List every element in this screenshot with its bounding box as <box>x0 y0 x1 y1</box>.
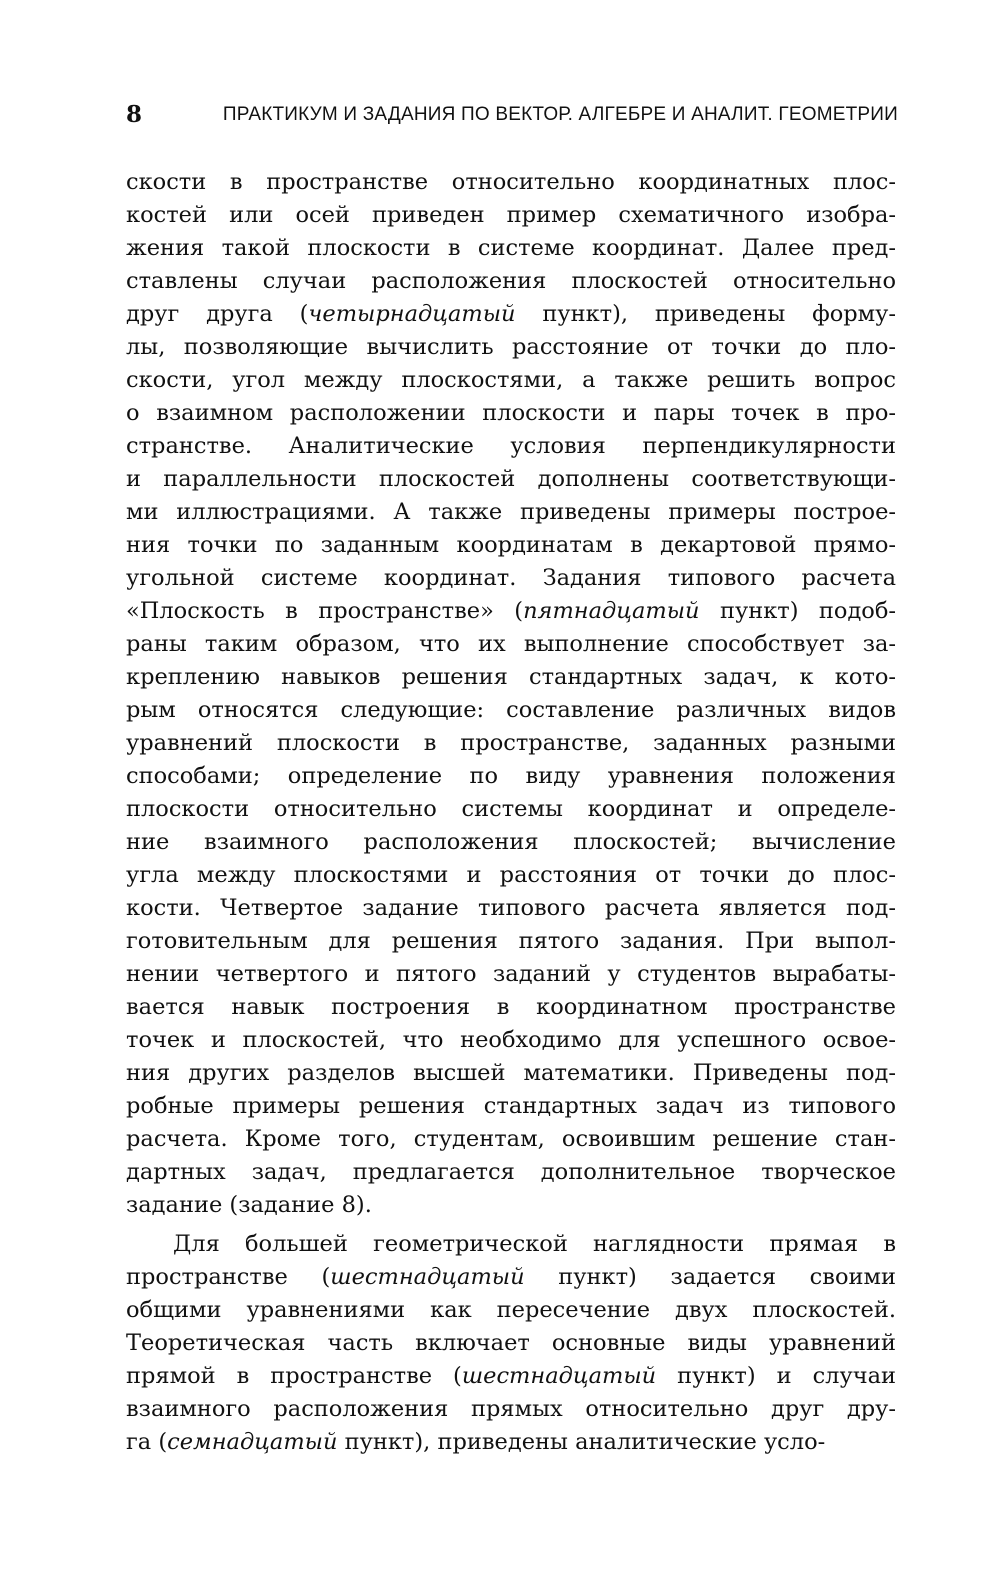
text-line <box>126 1024 896 1057</box>
text-line <box>126 760 896 793</box>
text-run: ние взаимного расположения плоскостей; вычисление <box>126 829 896 855</box>
text-run: вается навык построения в координатном пространстве <box>126 994 896 1020</box>
text-line <box>126 166 896 199</box>
text-line <box>126 1426 896 1459</box>
text-line <box>126 793 896 826</box>
text-line <box>126 826 896 859</box>
text-line <box>126 661 896 694</box>
text-line <box>126 1057 896 1090</box>
text-line <box>126 232 896 265</box>
text-run: расчета. Кроме того, студентам, освоившим решение стан- <box>126 1126 896 1152</box>
text-line <box>126 628 896 661</box>
text-run: и параллельности плоскостей дополнены соответствующи- <box>126 466 896 492</box>
text-run: способами; определение по виду уравнения положения <box>126 763 896 789</box>
text-line <box>126 1090 896 1123</box>
text-run: скости, угол между плоскостями, а также решить вопрос <box>126 367 896 393</box>
text-run: пункт), приведены форму- <box>515 301 896 327</box>
text-run: готовительным для решения пятого задания. При выпол- <box>126 928 896 954</box>
italic-term: пятнадцатый <box>523 598 700 624</box>
text-line <box>126 958 896 991</box>
paragraph <box>126 166 896 1222</box>
text-run: уравнений плоскости в пространстве, заданных разными <box>126 730 896 756</box>
paragraph <box>126 1228 896 1459</box>
text-line <box>126 1261 896 1294</box>
italic-term: семнадцатый <box>167 1429 338 1455</box>
text-run: странстве. Аналитические условия перпендикулярности <box>126 433 896 459</box>
text-run: ния других разделов высшей математики. Приведены под- <box>126 1060 896 1086</box>
text-run: точек и плоскостей, что необходимо для успешного освое- <box>126 1027 896 1053</box>
text-line <box>126 1189 896 1222</box>
text-run: угольной системе координат. Задания типового расчета <box>126 565 896 591</box>
text-run: Теоретическая часть включает основные виды уравнений <box>126 1330 896 1356</box>
text-line <box>126 463 896 496</box>
text-line <box>126 265 896 298</box>
text-run: плоскости относительно системы координат и определе- <box>126 796 896 822</box>
text-run: кости. Четвертое задание типового расчета является под- <box>126 895 896 921</box>
text-run: прямой в пространстве ( <box>126 1363 462 1389</box>
text-line <box>126 496 896 529</box>
text-line <box>126 1294 896 1327</box>
text-run: ми иллюстрациями. А также приведены примеры построе- <box>126 499 896 525</box>
text-line <box>126 694 896 727</box>
text-run: угла между плоскостями и расстояния от точки до плос- <box>126 862 896 888</box>
text-run: креплению навыков решения стандартных задач, к кото- <box>126 664 896 690</box>
body-text <box>126 166 896 1459</box>
text-run: жения такой плоскости в системе координат. Далее пред- <box>126 235 896 261</box>
text-line <box>126 529 896 562</box>
text-line <box>126 991 896 1024</box>
text-run: взаимного расположения прямых относительно друг дру- <box>126 1396 896 1422</box>
italic-term: шестнадцатый <box>461 1363 657 1389</box>
text-line <box>126 1327 896 1360</box>
text-line <box>126 595 896 628</box>
text-line <box>126 1156 896 1189</box>
text-run: пункт) подоб- <box>699 598 896 624</box>
text-run: друг друга ( <box>126 301 309 327</box>
italic-term: четырнадцатый <box>308 301 516 327</box>
text-line <box>126 892 896 925</box>
text-line <box>126 1393 896 1426</box>
text-run: пункт), приведены аналитические усло- <box>337 1429 826 1455</box>
text-run: общими уравнениями как пересечение двух плоскостей. <box>126 1297 896 1323</box>
text-line <box>126 199 896 232</box>
text-run: пространстве ( <box>126 1264 331 1290</box>
italic-term: шестнадцатый <box>330 1264 525 1290</box>
text-run: рым относятся следующие: составление различных видов <box>126 697 896 723</box>
text-line <box>126 298 896 331</box>
page-number: 8 <box>126 101 143 128</box>
text-run: нении четвертого и пятого заданий у студентов вырабаты- <box>126 961 896 987</box>
text-line <box>126 859 896 892</box>
text-run: о взаимном расположении плоскости и пары точек в про- <box>126 400 896 426</box>
text-line <box>126 397 896 430</box>
running-title: ПРАКТИКУМ И ЗАДАНИЯ ПО ВЕКТОР. АЛГЕБРЕ И АНАЛИТ. ГЕОМЕТРИИ <box>222 104 898 125</box>
text-run: робные примеры решения стандартных задач из типового <box>126 1093 896 1119</box>
text-run: ставлены случаи расположения плоскостей относительно <box>126 268 896 294</box>
running-header <box>126 98 898 132</box>
text-run: лы, позволяющие вычислить расстояние от точки до пло- <box>126 334 896 360</box>
text-run: задание (задание 8). <box>126 1192 372 1218</box>
text-line <box>126 1228 896 1261</box>
text-run: костей или осей приведен пример схематичного изобра- <box>126 202 896 228</box>
text-run: раны таким образом, что их выполнение способствует за- <box>126 631 896 657</box>
text-run: дартных задач, предлагается дополнительное творческое <box>126 1159 896 1185</box>
text-line <box>126 562 896 595</box>
text-line <box>126 331 896 364</box>
text-line <box>126 1123 896 1156</box>
text-line <box>126 430 896 463</box>
text-run: Для большей геометрической наглядности прямая в <box>173 1231 896 1257</box>
text-line <box>126 925 896 958</box>
text-run: пункт) и случаи <box>656 1363 896 1389</box>
text-line <box>126 364 896 397</box>
text-line <box>126 1360 896 1393</box>
text-run: ния точки по заданным координатам в декартовой прямо- <box>126 532 896 558</box>
text-run: га ( <box>126 1429 168 1455</box>
text-run: скости в пространстве относительно координатных плос- <box>126 169 896 195</box>
text-run: пункт) задается своими <box>524 1264 896 1290</box>
text-run: «Плоскость в пространстве» ( <box>126 598 524 624</box>
text-line <box>126 727 896 760</box>
